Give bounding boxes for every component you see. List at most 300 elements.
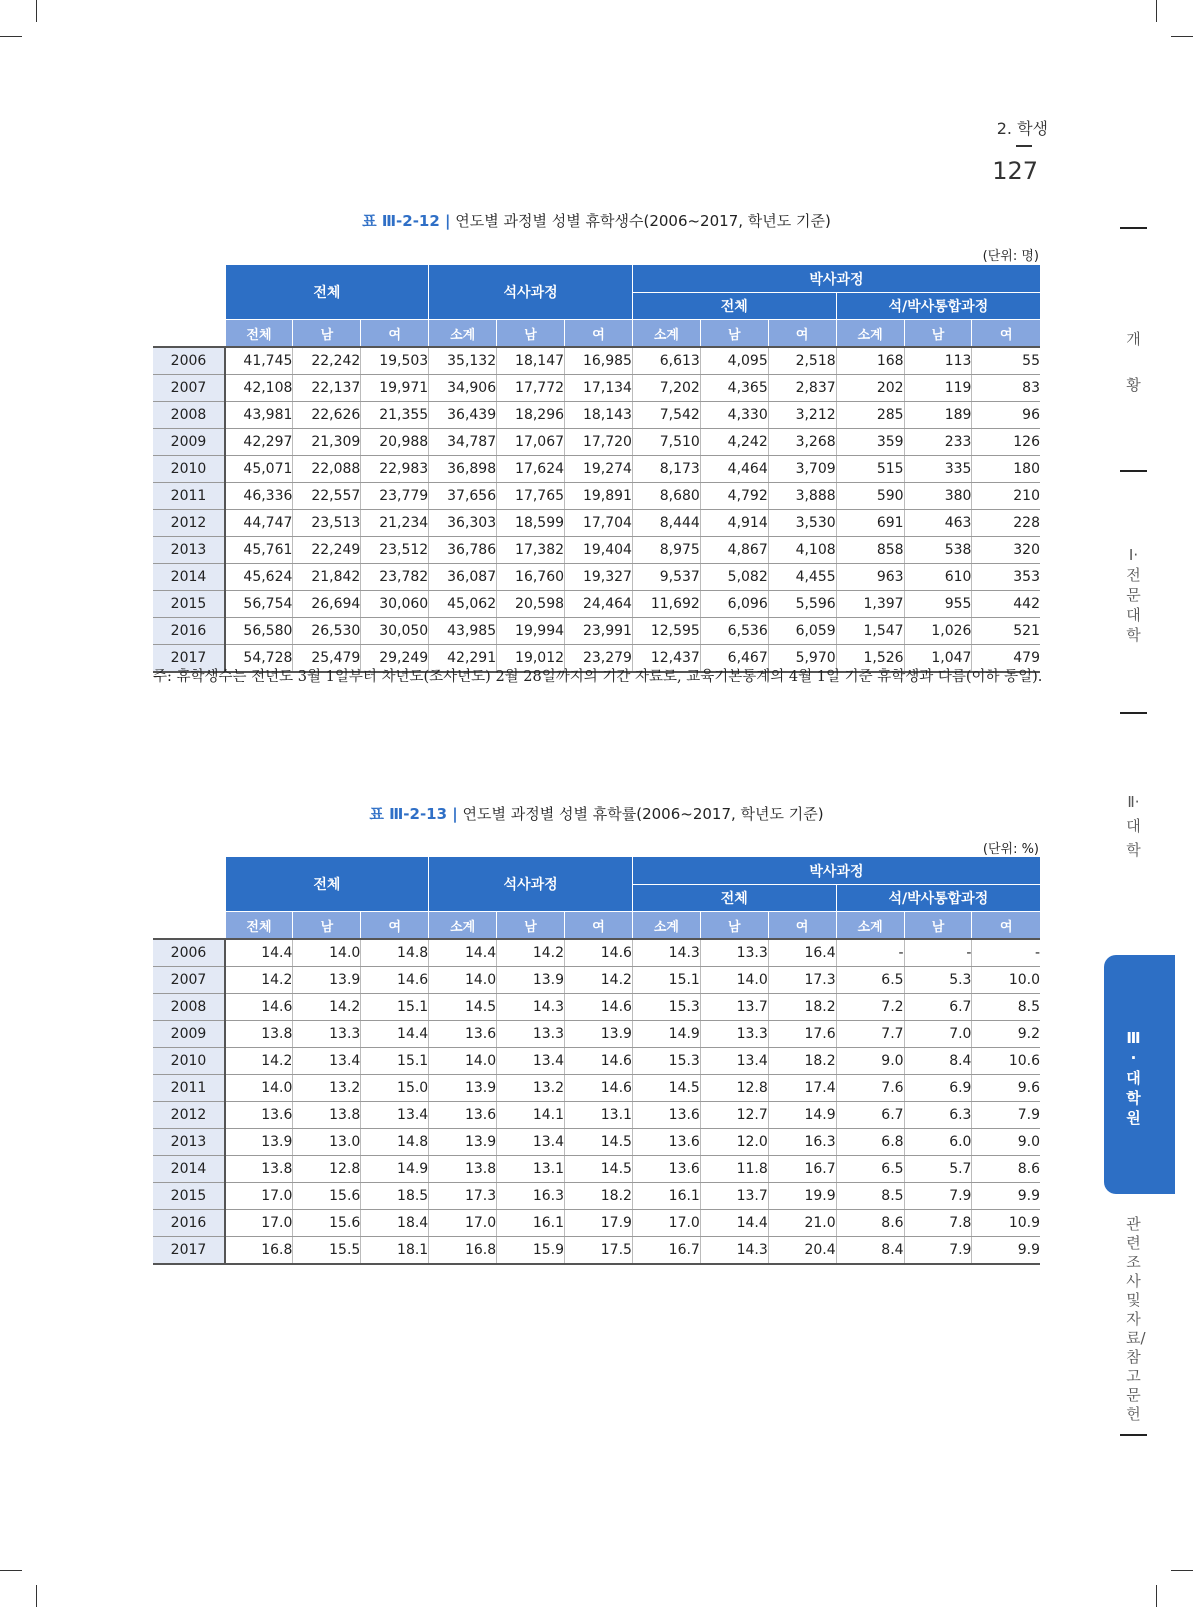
table-cell: -	[972, 939, 1040, 967]
table-cell: 6,096	[700, 591, 768, 618]
table-cell: 17,382	[497, 537, 565, 564]
column-header: 남	[904, 912, 972, 940]
table-row	[153, 537, 1040, 564]
table-cell: 13.2	[497, 1075, 565, 1102]
table-row	[153, 1183, 1040, 1210]
table-cell: 9.9	[972, 1237, 1040, 1265]
table-cell: 10.6	[972, 1048, 1040, 1075]
table1-caption-title: 연도별 과정별 성별 휴학생수(2006~2017, 학년도 기준)	[455, 212, 831, 230]
table-cell: 1,026	[904, 618, 972, 645]
table-cell: 4,095	[700, 347, 768, 375]
table-cell: 13.8	[293, 1102, 361, 1129]
table2-group-masters: 석사과정	[429, 857, 633, 912]
table-cell: 8.5	[972, 994, 1040, 1021]
table-cell: 15.5	[293, 1237, 361, 1265]
table-cell: 14.6	[225, 994, 293, 1021]
table-cell: 7,202	[632, 375, 700, 402]
column-header: 소계	[632, 320, 700, 348]
table-cell: 4,464	[700, 456, 768, 483]
table-cell: 26,694	[293, 591, 361, 618]
table-cell: 11.8	[700, 1156, 768, 1183]
table-cell: 56,580	[225, 618, 293, 645]
table-cell: 19.9	[768, 1183, 836, 1210]
column-header: 여	[768, 912, 836, 940]
table-cell: 12.7	[700, 1102, 768, 1129]
side-nav-label: Ⅲ·대학원	[1126, 1029, 1141, 1127]
table-cell: 42,291	[429, 645, 497, 673]
table-cell: 14.9	[768, 1102, 836, 1129]
table-cell: 13.2	[293, 1075, 361, 1102]
table-cell: 14.5	[632, 1075, 700, 1102]
side-nav-label: 개황	[1126, 330, 1141, 394]
table-cell: 14.4	[700, 1210, 768, 1237]
table1-caption	[0, 210, 1193, 231]
table-cell: 1,526	[836, 645, 904, 673]
table-cell: 13.6	[429, 1021, 497, 1048]
table-row	[153, 1129, 1040, 1156]
table-cell: 13.9	[429, 1129, 497, 1156]
table-cell: 13.6	[632, 1156, 700, 1183]
table-cell: 202	[836, 375, 904, 402]
table-cell: 2,837	[768, 375, 836, 402]
column-header: 남	[293, 320, 361, 348]
table-cell: 29,249	[361, 645, 429, 673]
table-cell: 13.4	[700, 1048, 768, 1075]
side-nav-item-junior-college[interactable]	[1121, 545, 1146, 645]
table-cell: 21,842	[293, 564, 361, 591]
table-cell: 6,613	[632, 347, 700, 375]
table-cell: 13.6	[632, 1102, 700, 1129]
crop-mark	[0, 36, 22, 37]
table-cell: 7.2	[836, 994, 904, 1021]
table-cell: 36,898	[429, 456, 497, 483]
table-cell: 45,624	[225, 564, 293, 591]
table-cell: 19,503	[361, 347, 429, 375]
table-cell: 24,464	[565, 591, 633, 618]
table-cell: 13.7	[700, 994, 768, 1021]
table-cell: 3,530	[768, 510, 836, 537]
table-cell: 21,309	[293, 429, 361, 456]
table-cell: 9,537	[632, 564, 700, 591]
table-cell: 18.5	[361, 1183, 429, 1210]
table1-group-phd: 박사과정	[632, 265, 1040, 293]
table-cell: 285	[836, 402, 904, 429]
table-cell: 9.0	[972, 1129, 1040, 1156]
table-cell: 4,455	[768, 564, 836, 591]
table-row	[153, 456, 1040, 483]
table-cell: 17,624	[497, 456, 565, 483]
table-cell: 13.1	[565, 1102, 633, 1129]
table-cell: 10.0	[972, 967, 1040, 994]
table-cell: 12,437	[632, 645, 700, 673]
table-cell: 5,970	[768, 645, 836, 673]
table-cell: 7.9	[972, 1102, 1040, 1129]
table-cell: 521	[972, 618, 1040, 645]
table-cell: 6.3	[904, 1102, 972, 1129]
column-header: 남	[700, 320, 768, 348]
side-nav-label: Ⅰ·전문대학	[1126, 546, 1141, 644]
table-cell: 3,888	[768, 483, 836, 510]
table-cell: 7,542	[632, 402, 700, 429]
year-cell: 2007	[153, 967, 225, 994]
page-number: 127	[992, 157, 1038, 185]
side-nav-divider	[1120, 1434, 1147, 1436]
side-nav-divider	[1120, 470, 1147, 472]
table-cell: 233	[904, 429, 972, 456]
table-cell: 8.4	[836, 1237, 904, 1265]
table-cell: 16.8	[225, 1237, 293, 1265]
table-row	[153, 429, 1040, 456]
table-cell: 18,296	[497, 402, 565, 429]
table-cell: 228	[972, 510, 1040, 537]
table-cell: 13.9	[225, 1129, 293, 1156]
table-cell: 45,062	[429, 591, 497, 618]
table-cell: 23,513	[293, 510, 361, 537]
table-cell: 14.2	[293, 994, 361, 1021]
year-cell: 2012	[153, 510, 225, 537]
table-cell: 14.3	[700, 1237, 768, 1265]
year-cell: 2010	[153, 1048, 225, 1075]
table-row	[153, 1237, 1040, 1265]
table-cell: 14.2	[565, 967, 633, 994]
table-cell: 19,994	[497, 618, 565, 645]
column-header: 소계	[836, 912, 904, 940]
side-nav-divider	[1120, 712, 1147, 714]
table-cell: 16.7	[768, 1156, 836, 1183]
table-cell: 5,596	[768, 591, 836, 618]
table-cell: 13.4	[497, 1129, 565, 1156]
year-cell: 2011	[153, 1075, 225, 1102]
table-cell: 14.1	[497, 1102, 565, 1129]
table-cell: 15.1	[361, 994, 429, 1021]
table-cell: 7.7	[836, 1021, 904, 1048]
table-cell: 5.3	[904, 967, 972, 994]
table-cell: 17.3	[429, 1183, 497, 1210]
table-cell: 6,536	[700, 618, 768, 645]
table-cell: 17.9	[565, 1210, 633, 1237]
table-cell: 14.2	[497, 939, 565, 967]
column-header: 남	[497, 912, 565, 940]
table-cell: 1,397	[836, 591, 904, 618]
table-row	[153, 1021, 1040, 1048]
table-cell: 14.3	[632, 939, 700, 967]
table-cell: 691	[836, 510, 904, 537]
table-cell: 17,134	[565, 375, 633, 402]
table-cell: 18.2	[768, 994, 836, 1021]
table-cell: 13.9	[565, 1021, 633, 1048]
page-divider	[1016, 145, 1032, 147]
table-cell: 1,047	[904, 645, 972, 673]
table-cell: 15.3	[632, 994, 700, 1021]
table-cell: 12,595	[632, 618, 700, 645]
table-cell: 8,975	[632, 537, 700, 564]
table-cell: 9.9	[972, 1183, 1040, 1210]
table-cell: 335	[904, 456, 972, 483]
table-cell: 6.7	[904, 994, 972, 1021]
table-cell: 16.7	[632, 1237, 700, 1265]
table-cell: 22,242	[293, 347, 361, 375]
table-cell: 21,234	[361, 510, 429, 537]
table-cell: 15.6	[293, 1183, 361, 1210]
column-header: 남	[700, 912, 768, 940]
table-cell: 442	[972, 591, 1040, 618]
column-header: 여	[565, 912, 633, 940]
table-cell: 963	[836, 564, 904, 591]
year-cell: 2013	[153, 537, 225, 564]
column-header: 여	[768, 320, 836, 348]
table-cell: 4,365	[700, 375, 768, 402]
table-cell: 13.3	[293, 1021, 361, 1048]
table-cell: 14.0	[429, 1048, 497, 1075]
table-cell: 36,303	[429, 510, 497, 537]
table-cell: 22,557	[293, 483, 361, 510]
table-cell: 9.6	[972, 1075, 1040, 1102]
table-cell: 14.6	[565, 994, 633, 1021]
table-cell: 14.0	[700, 967, 768, 994]
table-cell: 96	[972, 402, 1040, 429]
table2-group-phd: 박사과정	[632, 857, 1040, 885]
table-cell: 7,510	[632, 429, 700, 456]
table-cell: 42,108	[225, 375, 293, 402]
table-cell: 14.4	[429, 939, 497, 967]
year-cell: 2009	[153, 1021, 225, 1048]
table-cell: 3,268	[768, 429, 836, 456]
table-cell: 14.5	[565, 1156, 633, 1183]
table-cell: 14.0	[293, 939, 361, 967]
table-row	[153, 483, 1040, 510]
table-cell: 14.6	[361, 967, 429, 994]
table-cell: 19,012	[497, 645, 565, 673]
column-header: 남	[293, 912, 361, 940]
table2-group-total: 전체	[225, 857, 429, 912]
table-cell: 16.8	[429, 1237, 497, 1265]
table-cell: 23,512	[361, 537, 429, 564]
table-cell: 8.6	[972, 1156, 1040, 1183]
table-cell: 45,071	[225, 456, 293, 483]
table-cell: 4,914	[700, 510, 768, 537]
table-row	[153, 564, 1040, 591]
table-cell: 23,279	[565, 645, 633, 673]
table-cell: 17.5	[565, 1237, 633, 1265]
table-cell: 7.8	[904, 1210, 972, 1237]
table1	[153, 265, 1040, 673]
table-row	[153, 967, 1040, 994]
table-cell: 19,971	[361, 375, 429, 402]
year-cell: 2015	[153, 591, 225, 618]
table-row	[153, 1075, 1040, 1102]
column-header: 전체	[225, 912, 293, 940]
table-row	[153, 1210, 1040, 1237]
table-cell: 83	[972, 375, 1040, 402]
table-cell: 13.4	[361, 1102, 429, 1129]
table-cell: 21.0	[768, 1210, 836, 1237]
table-cell: 34,906	[429, 375, 497, 402]
table-cell: 380	[904, 483, 972, 510]
side-nav-item-university[interactable]	[1121, 790, 1146, 862]
table-cell: 8,680	[632, 483, 700, 510]
table-cell: 19,891	[565, 483, 633, 510]
table-cell: 21,355	[361, 402, 429, 429]
table-cell: 8.5	[836, 1183, 904, 1210]
year-cell: 2008	[153, 994, 225, 1021]
table-cell: 126	[972, 429, 1040, 456]
table-cell: -	[904, 939, 972, 967]
table-cell: 15.0	[361, 1075, 429, 1102]
table-cell: 18.2	[565, 1183, 633, 1210]
table-cell: 14.5	[565, 1129, 633, 1156]
table-cell: 18,147	[497, 347, 565, 375]
table2-caption	[0, 803, 1193, 824]
table-row	[153, 1102, 1040, 1129]
year-cell: 2012	[153, 1102, 225, 1129]
table-cell: 353	[972, 564, 1040, 591]
table-cell: 22,626	[293, 402, 361, 429]
table-cell: 54,728	[225, 645, 293, 673]
table-cell: 34,787	[429, 429, 497, 456]
table-cell: 4,242	[700, 429, 768, 456]
table-cell: 18.4	[361, 1210, 429, 1237]
table-cell: 17,765	[497, 483, 565, 510]
table-cell: 5.7	[904, 1156, 972, 1183]
column-header: 소계	[632, 912, 700, 940]
table-cell: 17.0	[225, 1210, 293, 1237]
table-cell: 22,088	[293, 456, 361, 483]
table-cell: 30,050	[361, 618, 429, 645]
table-cell: 36,439	[429, 402, 497, 429]
table-cell: 119	[904, 375, 972, 402]
side-nav-label: 관련조사 및 자료/참고문헌	[1126, 1215, 1146, 1423]
side-nav-item-overview[interactable]	[1121, 316, 1146, 408]
year-cell: 2017	[153, 1237, 225, 1265]
table-cell: 17.3	[768, 967, 836, 994]
table-cell: 14.2	[225, 967, 293, 994]
table-cell: 11,692	[632, 591, 700, 618]
table-cell: 15.6	[293, 1210, 361, 1237]
table-row	[153, 375, 1040, 402]
table-cell: 16,985	[565, 347, 633, 375]
table-cell: 15.1	[361, 1048, 429, 1075]
table-cell: 20.4	[768, 1237, 836, 1265]
side-nav-label: Ⅱ·대학	[1126, 793, 1141, 859]
table-cell: 42,297	[225, 429, 293, 456]
side-nav-item-references[interactable]	[1121, 1215, 1146, 1424]
year-cell: 2016	[153, 618, 225, 645]
table1-group-total: 전체	[225, 265, 429, 320]
table-cell: 359	[836, 429, 904, 456]
column-header: 소계	[429, 320, 497, 348]
table-cell: 18.2	[768, 1048, 836, 1075]
year-cell: 2011	[153, 483, 225, 510]
table-cell: 14.8	[361, 1129, 429, 1156]
table-cell: 56,754	[225, 591, 293, 618]
table-row	[153, 591, 1040, 618]
table-cell: 35,132	[429, 347, 497, 375]
table-cell: 18,599	[497, 510, 565, 537]
table2-unit: (단위: %)	[982, 842, 1039, 857]
column-header: 여	[361, 320, 429, 348]
year-cell: 2006	[153, 939, 225, 967]
table-cell: 13.9	[429, 1075, 497, 1102]
table-cell: 23,782	[361, 564, 429, 591]
table-cell: 3,709	[768, 456, 836, 483]
table-cell: 14.6	[565, 1075, 633, 1102]
table2-column-headers	[153, 912, 1040, 940]
crop-mark	[0, 1570, 22, 1571]
table-cell: 18.1	[361, 1237, 429, 1265]
table-cell: 17,704	[565, 510, 633, 537]
table-cell: 23,991	[565, 618, 633, 645]
table-cell: 17,772	[497, 375, 565, 402]
table-cell: 17.0	[429, 1210, 497, 1237]
side-nav-item-graduate-school[interactable]	[1121, 1028, 1146, 1128]
table-cell: 6.5	[836, 967, 904, 994]
table-cell: 1,547	[836, 618, 904, 645]
table-cell: 113	[904, 347, 972, 375]
table-cell: 14.0	[429, 967, 497, 994]
table-cell: 858	[836, 537, 904, 564]
table-cell: 189	[904, 402, 972, 429]
table2-sub-phd-total: 전체	[632, 885, 836, 912]
year-cell: 2008	[153, 402, 225, 429]
table-cell: 210	[972, 483, 1040, 510]
table2-sub-phd-integrated: 석/박사통합과정	[836, 885, 1040, 912]
table-cell: 13.7	[700, 1183, 768, 1210]
table-row	[153, 402, 1040, 429]
table-cell: 13.3	[700, 939, 768, 967]
table-cell: 23,779	[361, 483, 429, 510]
table-cell: 320	[972, 537, 1040, 564]
table-cell: 590	[836, 483, 904, 510]
table-row	[153, 1156, 1040, 1183]
table-cell: 14.4	[361, 1021, 429, 1048]
table-cell: 13.6	[632, 1129, 700, 1156]
table-cell: 6.5	[836, 1156, 904, 1183]
table-cell: 13.8	[429, 1156, 497, 1183]
table-cell: 9.2	[972, 1021, 1040, 1048]
table-cell: 25,479	[293, 645, 361, 673]
table-cell: 26,530	[293, 618, 361, 645]
table-cell: 479	[972, 645, 1040, 673]
crop-mark	[1171, 1570, 1193, 1571]
table-cell: 13.8	[225, 1156, 293, 1183]
table-cell: 45,761	[225, 537, 293, 564]
table-row	[153, 994, 1040, 1021]
table-cell: 13.6	[225, 1102, 293, 1129]
table-cell: 13.3	[497, 1021, 565, 1048]
table-cell: 8.4	[904, 1048, 972, 1075]
table-cell: 20,598	[497, 591, 565, 618]
table-cell: 13.1	[497, 1156, 565, 1183]
table2-body	[153, 939, 1040, 1264]
year-cell: 2007	[153, 375, 225, 402]
table-cell: 14.5	[429, 994, 497, 1021]
table-cell: 36,087	[429, 564, 497, 591]
table-cell: 18,143	[565, 402, 633, 429]
table-cell: 14.8	[361, 939, 429, 967]
year-cell: 2014	[153, 1156, 225, 1183]
table-cell: 14.6	[565, 1048, 633, 1075]
table-cell: 17.4	[768, 1075, 836, 1102]
table1-sub-phd-total: 전체	[632, 293, 836, 320]
table-cell: 17.6	[768, 1021, 836, 1048]
year-cell: 2013	[153, 1129, 225, 1156]
table-cell: 37,656	[429, 483, 497, 510]
table-cell: 4,330	[700, 402, 768, 429]
table-cell: 463	[904, 510, 972, 537]
table-cell: -	[836, 939, 904, 967]
table-cell: 36,786	[429, 537, 497, 564]
table-cell: 12.0	[700, 1129, 768, 1156]
